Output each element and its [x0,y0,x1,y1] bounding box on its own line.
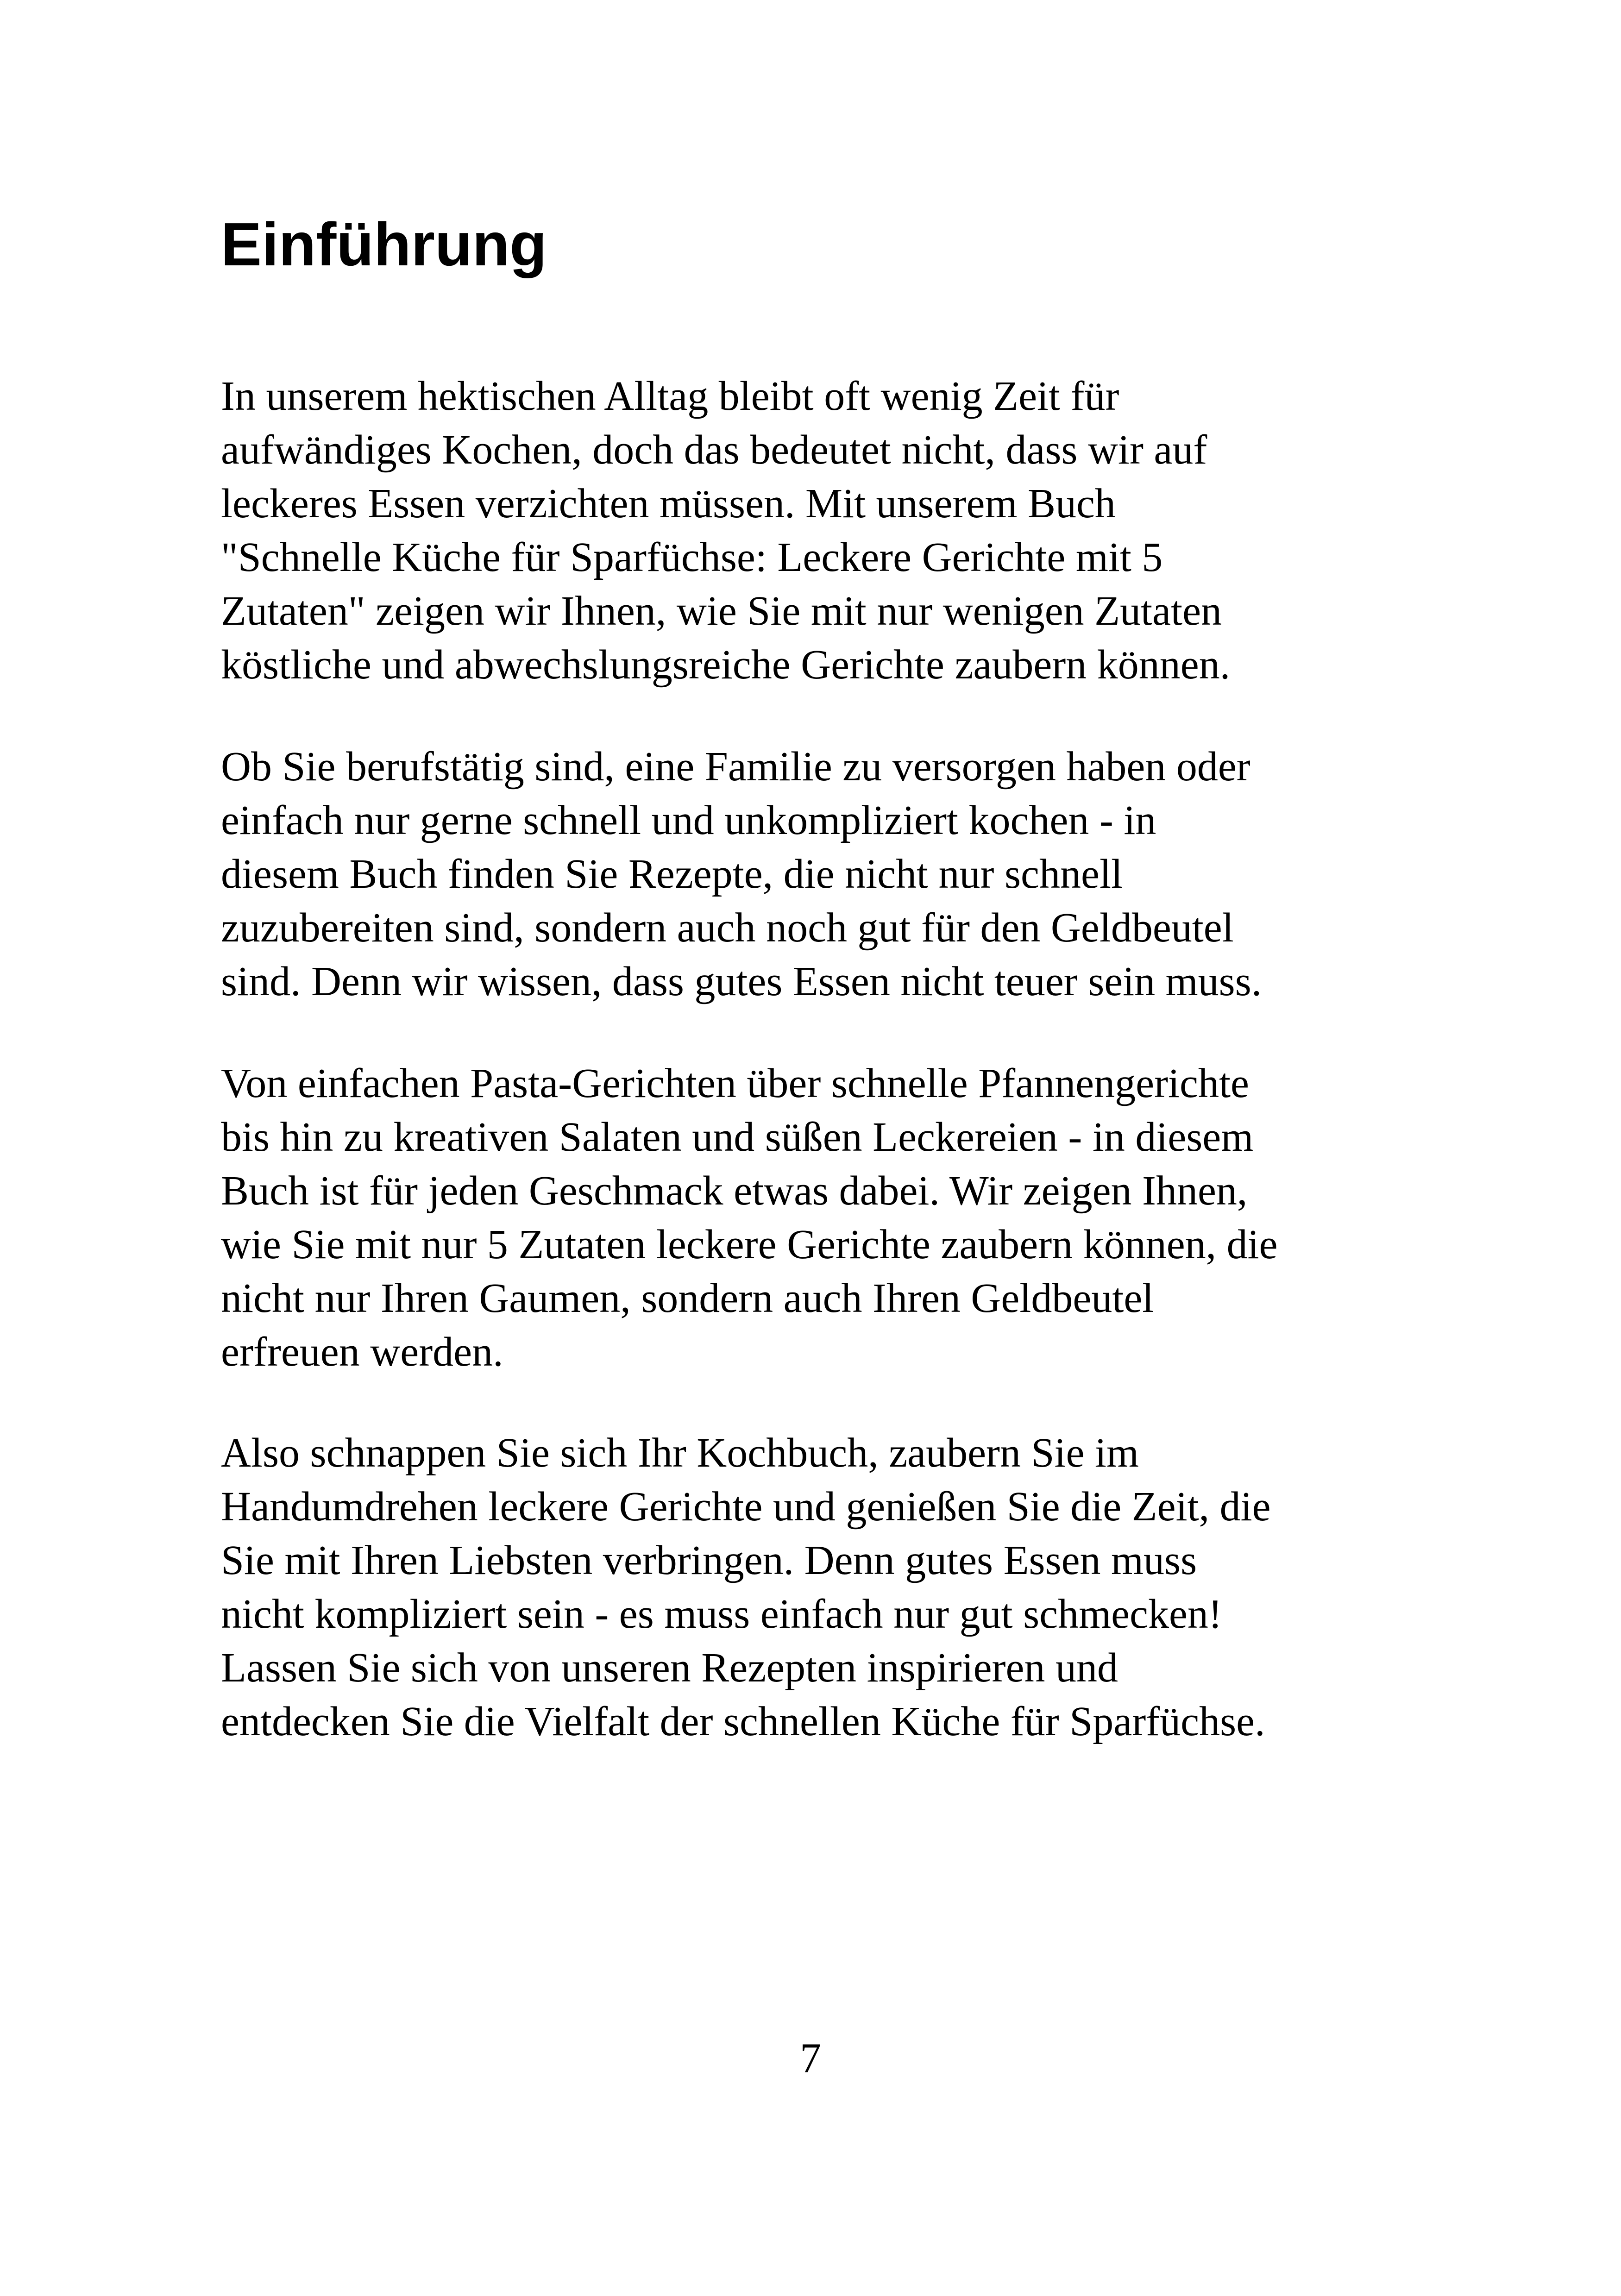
paragraph-line: Von einfachen Pasta-Gerichten über schnelle Pfannengerichte [221,1060,1249,1106]
page-number: 7 [800,2034,821,2082]
paragraph-2 [221,740,1262,1009]
paragraph-line: köstliche und abwechslungsreiche Gerichte zaubern können. [221,642,1231,688]
paragraph-line: "Schnelle Küche für Sparfüchse: Leckere Gerichte mit 5 [221,534,1163,580]
paragraph-line: erfreuen werden. [221,1329,503,1375]
paragraph-line: nicht kompliziert sein - es muss einfach nur gut schmecken! [221,1591,1222,1637]
page-heading: Einführung [221,210,547,278]
paragraph-line: entdecken Sie die Vielfalt der schnellen Küche für Sparfüchse. [221,1699,1265,1744]
paragraph-line: wie Sie mit nur 5 Zutaten leckere Gerichte zaubern können, die [221,1222,1278,1267]
paragraph-1 [221,370,1230,692]
paragraph-line: bis hin zu kreativen Salaten und süßen Leckereien - in diesem [221,1114,1254,1160]
paragraph-line: einfach nur gerne schnell und unkompliziert kochen - in [221,797,1156,843]
paragraph-4 [221,1426,1271,1749]
paragraph-line: Lassen Sie sich von unseren Rezepten inspirieren und [221,1645,1118,1691]
paragraph-line: diesem Buch finden Sie Rezepte, die nicht nur schnell [221,851,1123,897]
paragraph-line: Also schnappen Sie sich Ihr Kochbuch, zaubern Sie im [221,1430,1139,1476]
paragraph-line: In unserem hektischen Alltag bleibt oft wenig Zeit für [221,373,1119,419]
paragraph-line: sind. Denn wir wissen, dass gutes Essen nicht teuer sein muss. [221,959,1262,1004]
paragraph-3 [221,1057,1278,1379]
paragraph-line: Zutaten" zeigen wir Ihnen, wie Sie mit nur wenigen Zutaten [221,588,1222,634]
paragraph-line: leckeres Essen verzichten müssen. Mit unserem Buch [221,481,1116,527]
paragraph-line: nicht nur Ihren Gaumen, sondern auch Ihren Geldbeutel [221,1275,1154,1321]
paragraph-line: zuzubereiten sind, sondern auch noch gut für den Geldbeutel [221,905,1234,951]
paragraph-line: Buch ist für jeden Geschmack etwas dabei. Wir zeigen Ihnen, [221,1168,1248,1214]
paragraph-line: Sie mit Ihren Liebsten verbringen. Denn gutes Essen muss [221,1537,1197,1583]
paragraph-line: Ob Sie berufstätig sind, eine Familie zu versorgen haben oder [221,744,1250,790]
paragraph-line: aufwändiges Kochen, doch das bedeutet nicht, dass wir auf [221,427,1207,473]
paragraph-line: Handumdrehen leckere Gerichte und genießen Sie die Zeit, die [221,1484,1271,1530]
